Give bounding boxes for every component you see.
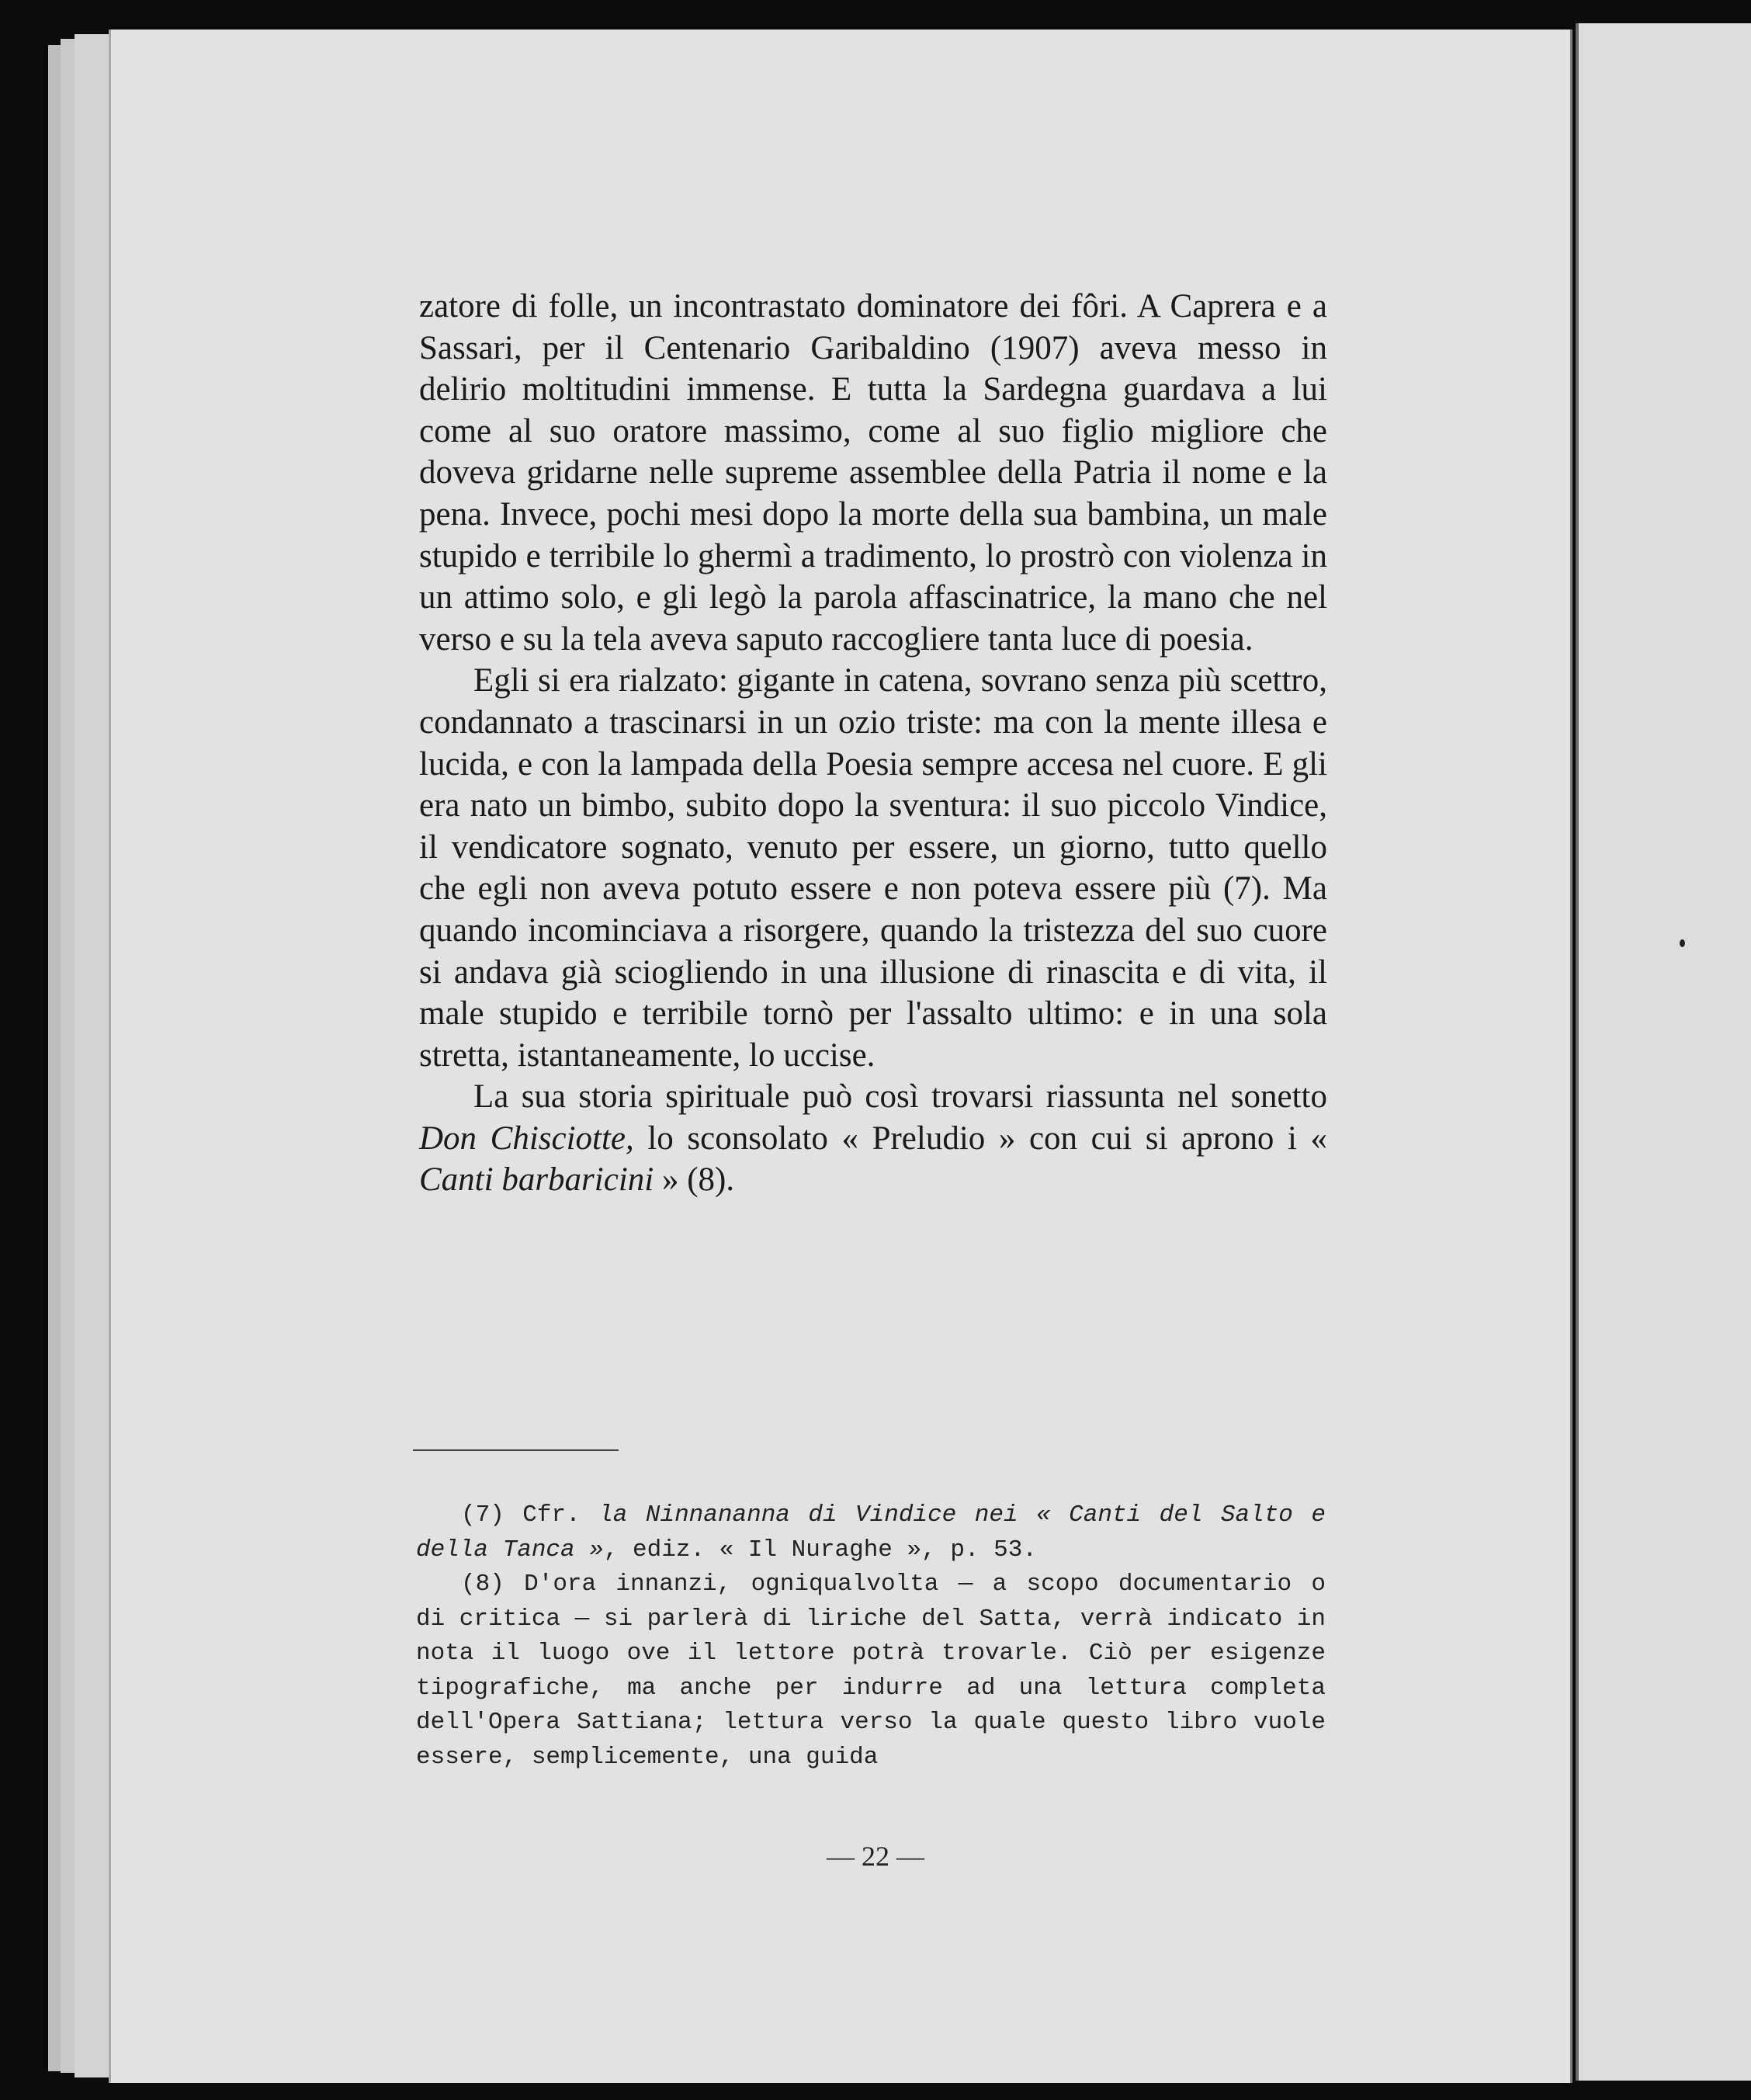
footnote-text: (7) Cfr. (461, 1501, 599, 1529)
footnote-7 (416, 1498, 1326, 1567)
poem-title: Don Chisciotte, (419, 1119, 634, 1157)
paragraph-text: lo sconsolato « Preludio » con cui si aprono i « (633, 1119, 1327, 1157)
page-number: — 22 — (827, 1841, 924, 1872)
footnote-divider (413, 1449, 619, 1451)
footnote-text: , ediz. « Il Nuraghe », p. 53. (603, 1536, 1037, 1564)
footnote-8: (8) D'ora innanzi, ogniqualvolta — a scopo documentario o di critica — si parlerà di liriche del Satta, verrà indicato in nota il luogo ove il lettore potrà trovarle. Ciò per esigenze tipografiche, ma anche per indurre ad una lettura completa dell'Opera Sattiana; lettura verso la quale questo libro vuole essere, semplicemente, una guida (416, 1571, 1326, 1771)
paragraph: Egli si era rialzato: gigante in catena, sovrano senza più scettro, condannato a trascinarsi in un ozio triste: ma con la mente illesa e lucida, e con la lampada della Poesia sempre accesa nel cuore. E gli era nato un bimbo, subito dopo la sventura: il suo piccolo Vindice, il vendicatore sognato, venuto per essere, un giorno, tutto quello che egli non aveva potuto essere e non poteva essere più (7). Ma quando incominciava a risorgere, quando la tristezza del suo cuore si andava già sciogliendo in una illusione di rinascita e di vita, il male stupido e terribile tornò per l'assalto ultimo: e in una sola stretta, istantaneamente, lo uccise. (419, 662, 1327, 1074)
paragraph: zatore di folle, un incontrastato dominatore dei fôri. A Caprera e a Sassari, per il Centenario Garibaldino (1907) aveva messo in delirio moltitudini immense. E tutta la Sardegna guardava a lui come al suo oratore massimo, come al suo figlio migliore che doveva gridarne nelle supreme assemblee della Patria il nome e la pena. Invece, pochi mesi dopo la morte della sua bambina, un male stupido e terribile lo ghermì a tradimento, lo prostrò con violenza in un attimo solo, e gli legò la parola affascinatrice, la mano che nel verso e su la tela aveva saputo raccogliere tanta luce di poesia. (419, 288, 1327, 658)
footnote-citation: la Ninnananna di Vindice nei « Canti del Salto e della Tanca » (416, 1501, 1326, 1564)
book-title: Canti barbaricini (419, 1161, 654, 1199)
ink-speck (1680, 939, 1685, 947)
facing-page (1576, 23, 1751, 2081)
main-text (419, 286, 1327, 1201)
paragraph-text: La sua storia spirituale può così trovarsi riassunta nel sonetto (473, 1078, 1327, 1116)
paragraph (419, 1076, 1327, 1201)
footnotes (416, 1498, 1326, 1775)
paragraph-text: » (8). (654, 1161, 735, 1199)
